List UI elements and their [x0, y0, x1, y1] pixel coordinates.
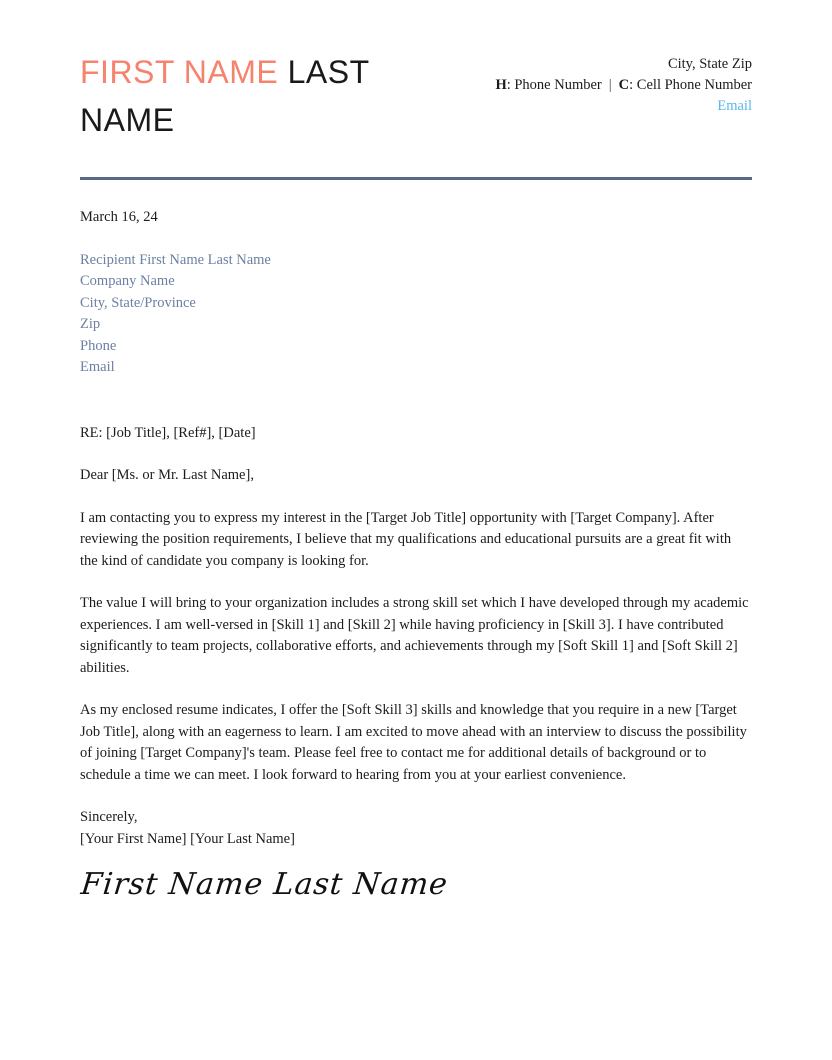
letter-header [80, 48, 752, 144]
recipient-block [80, 250, 752, 379]
closing-line: Sincerely, [80, 809, 138, 825]
paragraph-2: The value I will bring to your organization includes a strong skill set which I have developed through my academic experiences. I am well-versed in [Skill 1] and [Skill 2] while having proficiency in [Skill 3]. I have contributed significantly to team projects, collaborative efforts, and achievements through my [Soft Skill 1] and [Soft Skill 2] abilities. [80, 595, 749, 676]
contact-email-line [495, 96, 752, 117]
recipient-email-line: Email [80, 359, 115, 375]
phone-separator: | [608, 77, 612, 93]
handwritten-signature: First Name Last Name [79, 867, 450, 902]
cell-phone-label: C [618, 77, 630, 93]
recipient-city-line: City, State/Province [80, 294, 196, 311]
re-line: RE: [Job Title], [Ref#], [Date] [80, 424, 256, 441]
paragraph-1: I am contacting you to express my interest in the [Target Job Title] opportunity with [Target Company]. After reviewing the position requirements, I believe that my qualifications and educational pursuits are a great fit with the kind of candidate you company is looking for. [80, 509, 732, 569]
signature-block [80, 807, 752, 850]
home-phone-text: : Phone Number [506, 77, 602, 93]
paragraph-3: As my enclosed resume indicates, I offer the [Soft Skill 3] skills and knowledge that you require in a new [Target Job Title], along with an eagerness to learn. I am excited to move ahead with an interview to discuss the possibility of joining [Target Company]'s team. Please feel free to contact me for additional details of background or to schedule a time we can meet. I look forward to hearing from you at your earliest convenience. [80, 702, 747, 783]
letter-body [79, 207, 752, 902]
header-divider [80, 177, 752, 180]
page-title [80, 48, 450, 144]
recipient-name-line: Recipient First Name Last Name [80, 251, 271, 268]
home-phone-label: H [495, 77, 507, 93]
contact-city-line: City, State Zip [667, 56, 752, 72]
recipient-zip-line: Zip [80, 316, 101, 332]
letter-date: March 16, 24 [80, 209, 158, 225]
email-link[interactable]: Email [717, 98, 752, 114]
recipient-phone-line: Phone [80, 337, 117, 354]
first-name-text: FIRST NAME [80, 54, 279, 90]
recipient-company-line: Company Name [80, 273, 175, 289]
contact-block [495, 48, 752, 117]
cell-phone-text: : Cell Phone Number [629, 77, 752, 93]
contact-phone-line [495, 75, 752, 96]
last-name-text: LAST NAME [80, 54, 370, 138]
typed-name: [Your First Name] [Your Last Name] [80, 830, 295, 847]
salutation: Dear [Ms. or Mr. Last Name], [80, 467, 254, 483]
